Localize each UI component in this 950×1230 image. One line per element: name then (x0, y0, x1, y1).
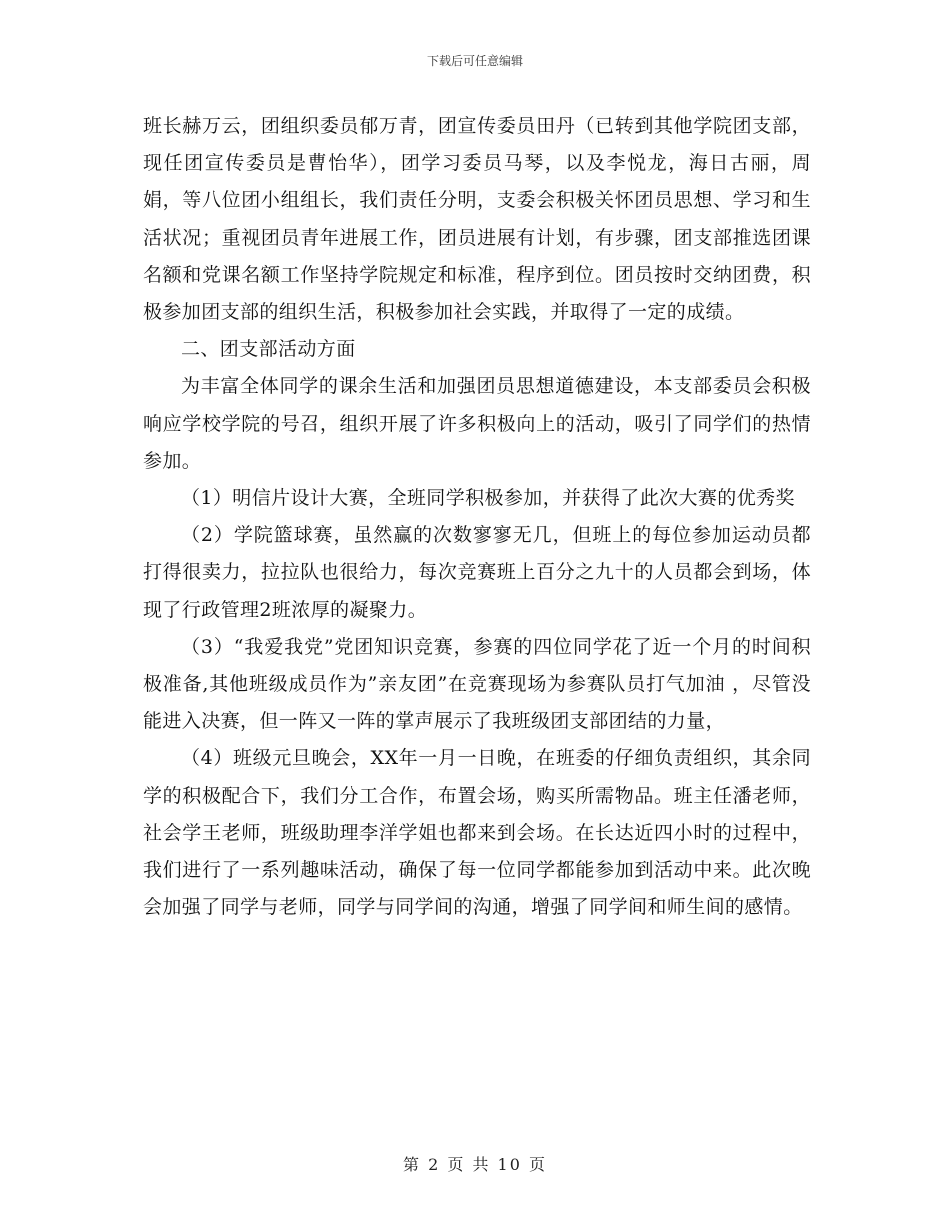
list-item-knowledge-contest: （3）“我爱我党”党团知识竞赛，参赛的四位同学花了近一个月的时间积极准备,其他班级成员作为”亲友团”在竞赛现场为参赛队员打气加油 ，尽管没能进入决赛，但一阵又一阵的掌声展示了我班级团支部团结的力量， (143, 635, 811, 733)
page-number: 第 2 页 共 10 页 (403, 1155, 547, 1174)
list-item-new-year-party: （4）班级元旦晚会，XX年一月一日晚，在班委的仔细负责组织，其余同学的积极配合下，我们分工合作，布置会场，购买所需物品。班主任潘老师，社会学王老师，班级助理李洋学姐也都来到会场。在长达近四小时的过程中，我们进行了一系列趣味活动，确保了每一位同学都能参加到活动中来。此次晚会加强了同学与老师，同学与同学间的沟通，增强了同学间和师生间的感情。 (143, 747, 811, 919)
document-body (143, 108, 811, 926)
paragraph-members: 班长赫万云，团组织委员郁万青，团宣传委员田丹（已转到其他学院团支部，现任团宣传委员是曹怡华），团学习委员马琴，以及李悦龙，海日古丽，周娟，等八位团小组组长，我们责任分明，支委会积极关怀团员思想、学习和生活状况；重视团员青年进展工作，团员进展有计划，有步骤，团支部推选团课名额和党课名额工作坚持学院规定和标准，程序到位。团员按时交纳团费，积极参加团支部的组织生活，积极参加社会实践，并取得了一定的成绩。 (143, 115, 811, 324)
section-heading-activities: 二、团支部活动方面 (181, 338, 356, 361)
list-item-postcard-contest: （1）明信片设计大赛，全班同学积极参加，并获得了此次大赛的优秀奖 (181, 487, 795, 510)
list-item-basketball: （2）学院篮球赛，虽然赢的次数寥寥无几，但班上的每位参加运动员都打得很卖力，拉拉队也很给力，每次竞赛班上百分之九十的人员都会到场，体现了行政管理2班浓厚的凝聚力。 (143, 524, 811, 621)
paragraph-activities-intro: 为丰富全体同学的课余生活和加强团员思想道德建设，本支部委员会积极响应学校学院的号召，组织开展了许多积极向上的活动，吸引了同学们的热情参加。 (143, 375, 811, 472)
page-header: 下载后可任意编辑 (426, 54, 523, 68)
